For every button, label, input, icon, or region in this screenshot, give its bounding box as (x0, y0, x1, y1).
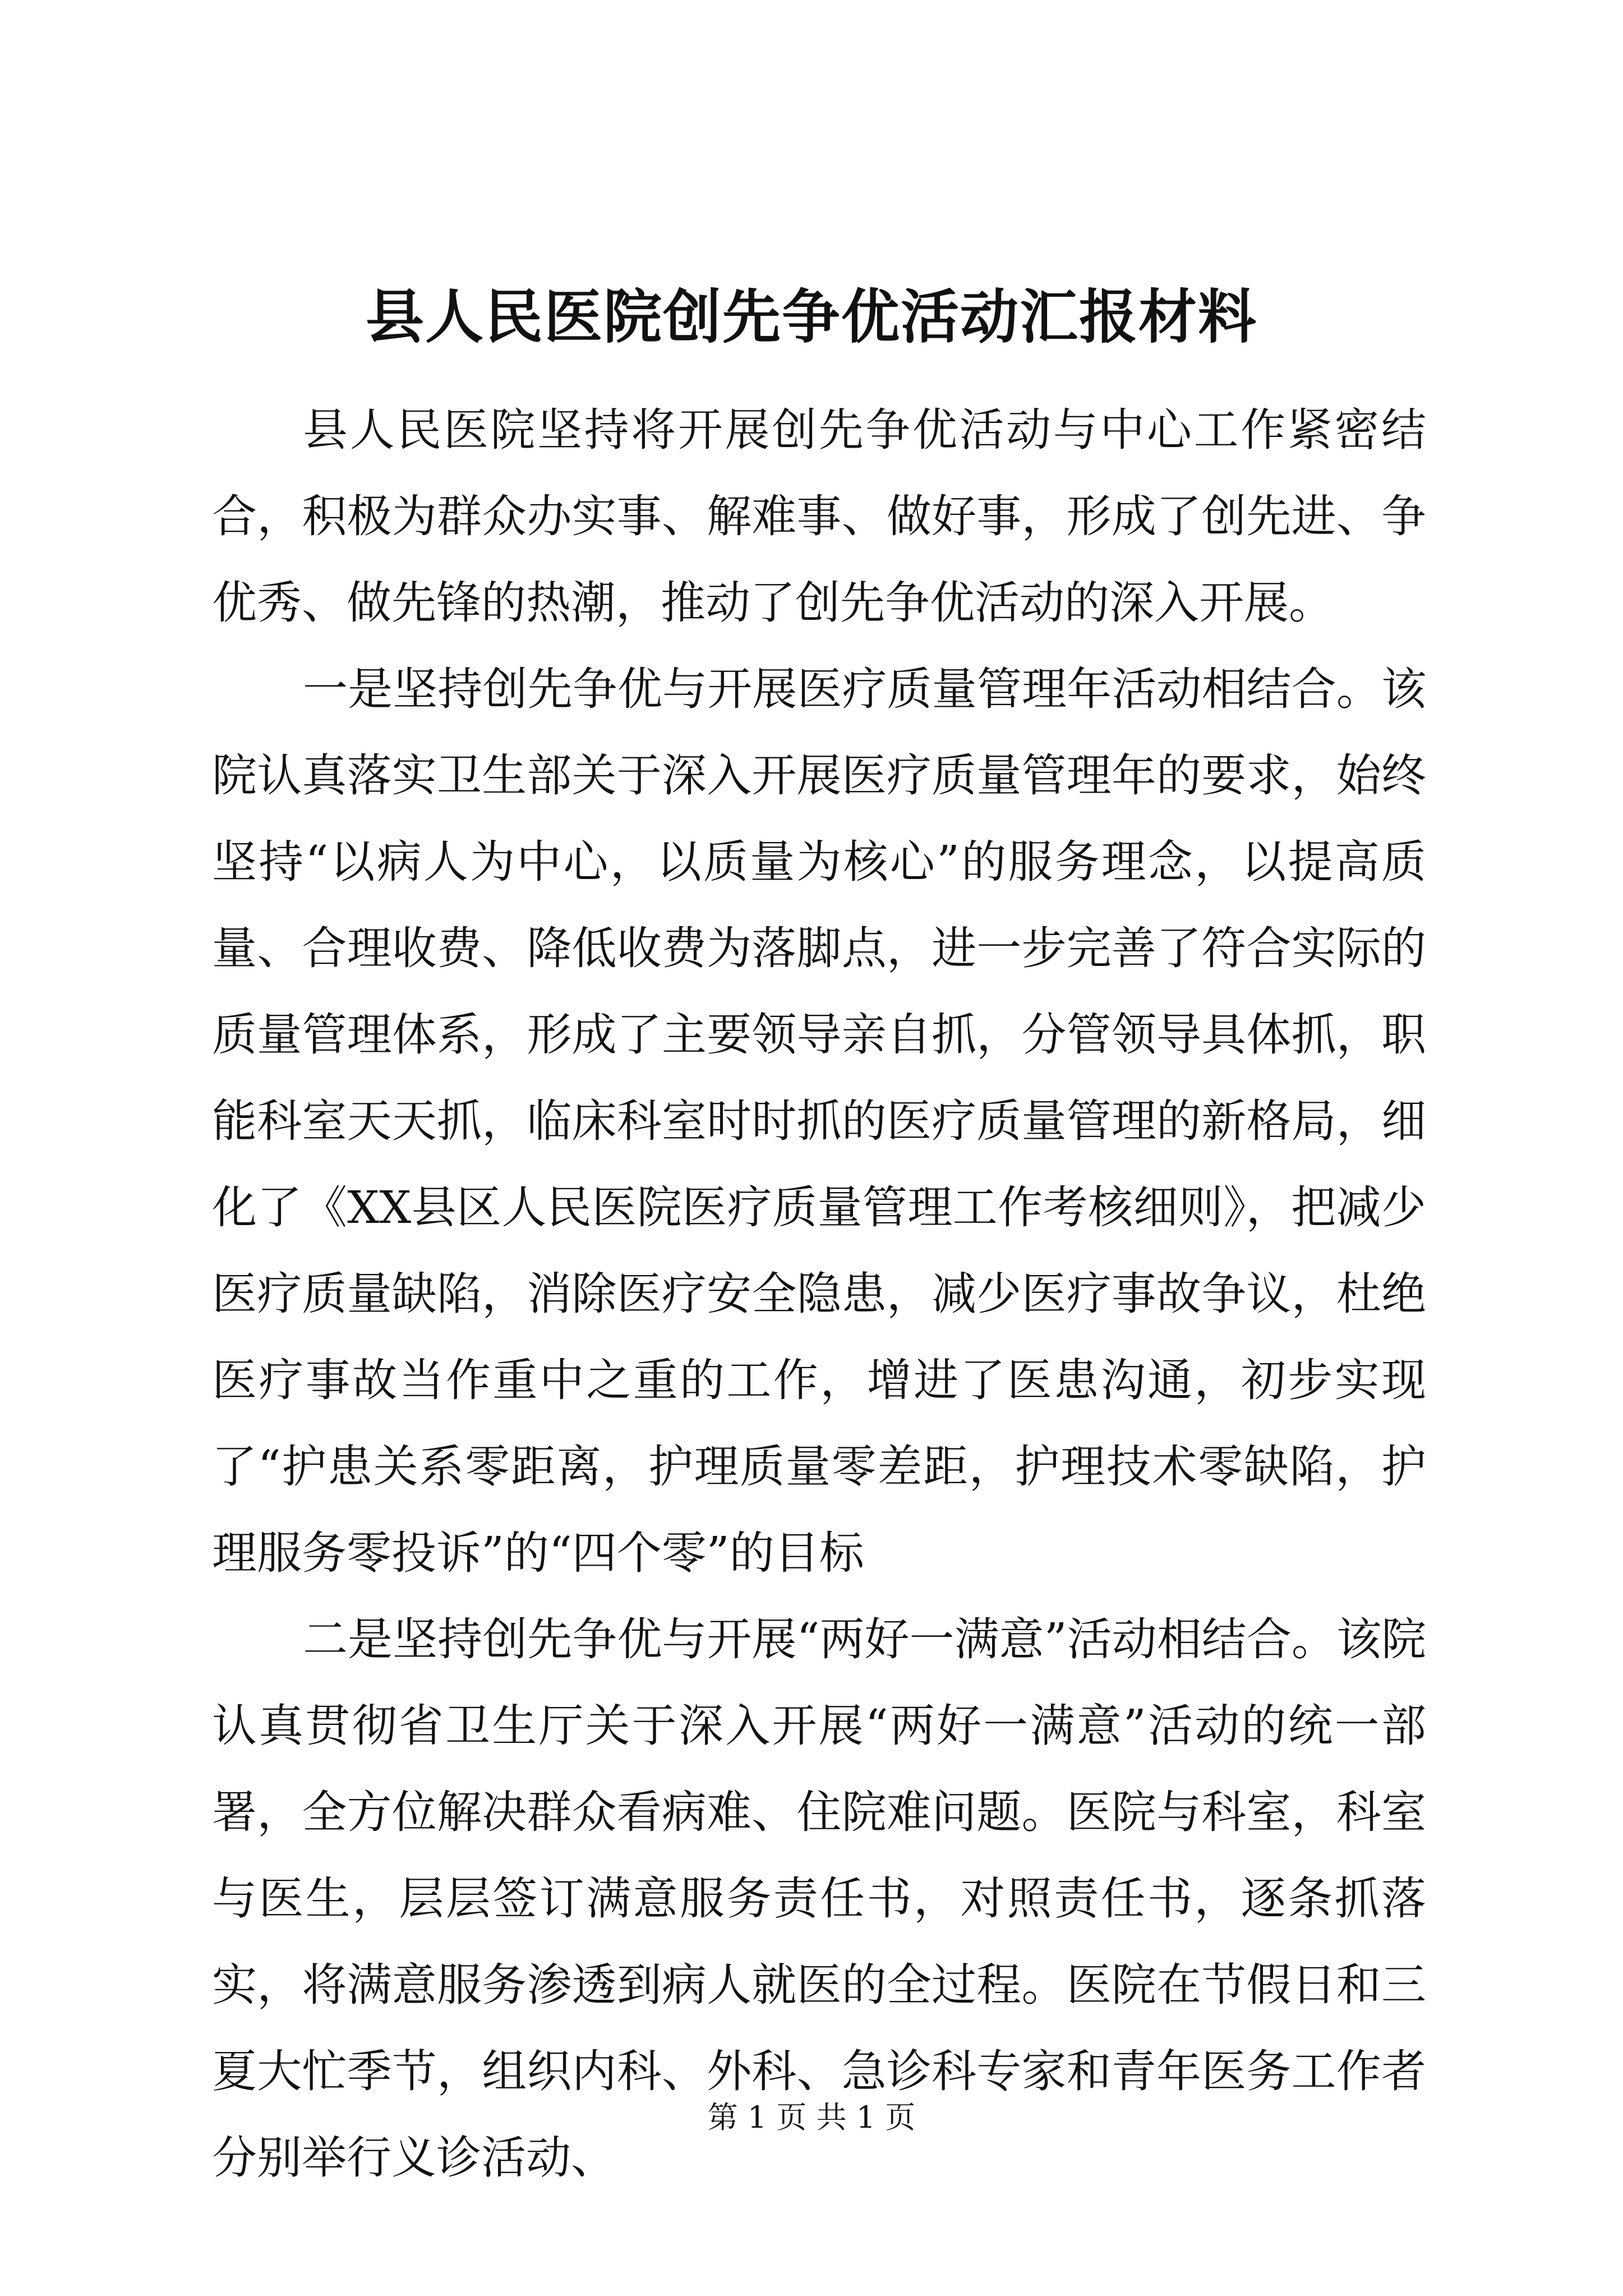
document-body (212, 387, 1426, 2201)
page-footer: 第 1 页 共 1 页 (707, 2100, 916, 2135)
paragraph-point-two: 二是坚持创先争优与开展“两好一满意”活动相结合。该院认真贯彻省卫生厅关于深入开展“两好一满意”活动的统一部署，全方位解决群众看病难、住院难问题。医院与科室，科室与医生，层层签订满意服务责任书，对照责任书，逐条抓落实，将满意服务渗透到病人就医的全过程。医院在节假日和三夏大忙季节，组织内科、外科、急诊科专家和青年医务工作者分别举行义诊活动、 (212, 1613, 1426, 2184)
paragraph-intro: 县人民医院坚持将开展创先争优活动与中心工作紧密结合，积极为群众办实事、解难事、做好事，形成了创先进、争优秀、做先锋的热潮，推动了创先争优活动的深入开展。 (212, 404, 1426, 629)
paragraph-point-one: 一是坚持创先争优与开展医疗质量管理年活动相结合。该院认真落实卫生部关于深入开展医疗质量管理年的要求，始终坚持“以病人为中心，以质量为核心”的服务理念，以提高质量、合理收费、降低收费为落脚点，进一步完善了符合实际的质量管理体系，形成了主要领导亲自抓，分管领导具体抓，职能科室天天抓，临床科室时时抓的医疗质量管理的新格局，细化了《XX县区人民医院医疗质量管理工作考核细则》，把减少医疗质量缺陷，消除医疗安全隐患，减少医疗事故争议，杜绝医疗事故当作重中之重的工作，增进了医患沟通，初步实现了“护患关系零距离，护理质量零差距，护理技术零缺陷，护理服务零投诉”的“四个零”的目标 (212, 663, 1426, 1579)
document-title: 县人民医院创先争优活动汇报材料 (365, 282, 1257, 351)
